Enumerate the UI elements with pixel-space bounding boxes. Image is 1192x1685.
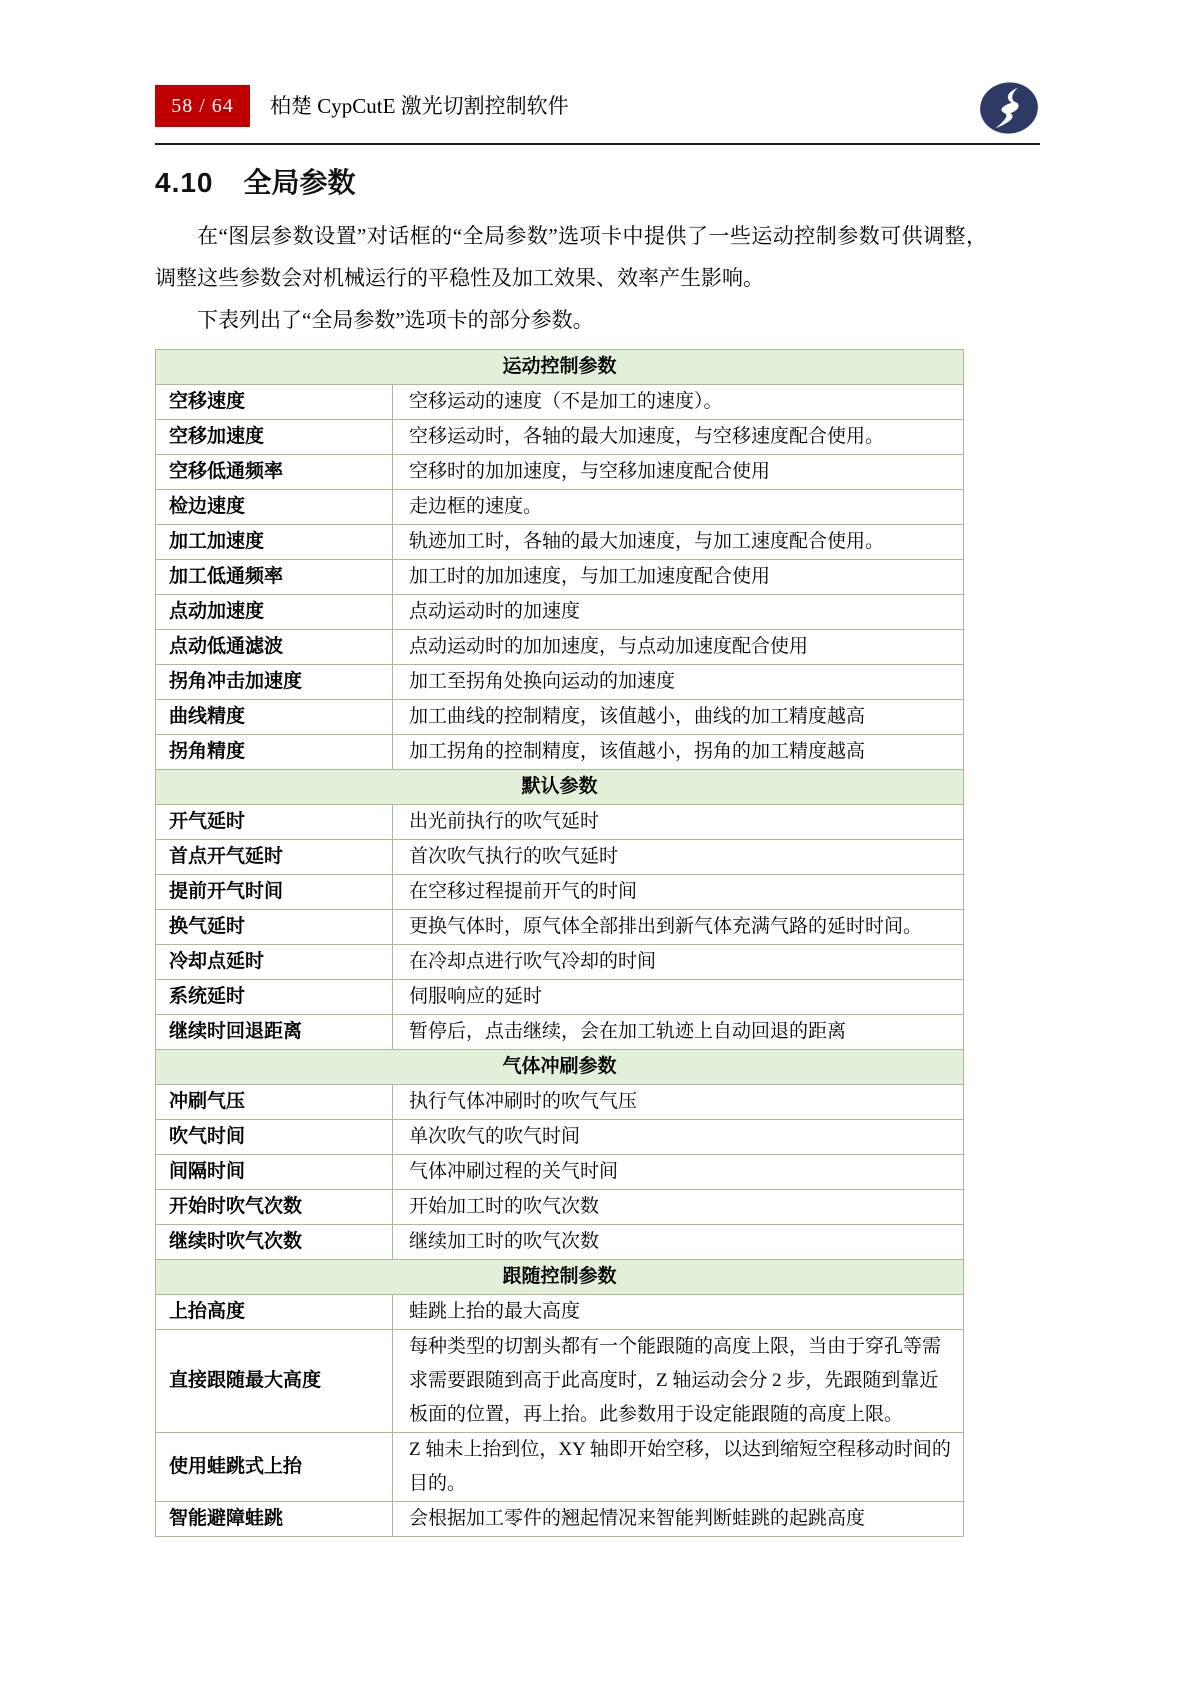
param-name-cell: 加工低通频率 xyxy=(156,560,393,595)
param-desc-cell: 轨迹加工时，各轴的最大加速度，与加工速度配合使用。 xyxy=(393,525,964,560)
param-name-cell: 提前开气时间 xyxy=(156,875,393,910)
param-name-cell: 空移低通频率 xyxy=(156,455,393,490)
section-heading xyxy=(155,161,1040,201)
table-row xyxy=(156,805,964,840)
param-desc-cell: 加工拐角的控制精度，该值越小，拐角的加工精度越高 xyxy=(393,735,964,770)
param-desc-cell: 会根据加工零件的翘起情况来智能判断蛙跳的起跳高度 xyxy=(393,1502,964,1537)
param-desc-cell: 暂停后，点击继续，会在加工轨迹上自动回退的距离 xyxy=(393,1015,964,1050)
page-header xyxy=(155,85,1040,145)
intro-paragraph: 下表列出了“全局参数”选项卡的部分参数。 xyxy=(197,308,594,332)
param-name-cell: 空移速度 xyxy=(156,385,393,420)
parameters-table xyxy=(155,349,964,1537)
table-row xyxy=(156,1502,964,1537)
table-row xyxy=(156,980,964,1015)
table-row xyxy=(156,630,964,665)
page-number: 58 / 64 xyxy=(171,94,234,117)
param-desc-cell: 伺服响应的延时 xyxy=(393,980,964,1015)
table-row xyxy=(156,595,964,630)
param-name-cell: 首点开气延时 xyxy=(156,840,393,875)
param-desc-cell: 首次吹气执行的吹气延时 xyxy=(393,840,964,875)
param-name-cell: 开气延时 xyxy=(156,805,393,840)
table-row xyxy=(156,1155,964,1190)
param-desc-cell: 空移运动时，各轴的最大加速度，与空移速度配合使用。 xyxy=(393,420,964,455)
param-desc-cell: 空移运动的速度（不是加工的速度）。 xyxy=(393,385,964,420)
param-name-cell: 点动低通滤波 xyxy=(156,630,393,665)
table-row xyxy=(156,840,964,875)
table-row xyxy=(156,455,964,490)
company-logo-icon xyxy=(978,81,1040,140)
param-name-cell: 拐角冲击加速度 xyxy=(156,665,393,700)
table-row xyxy=(156,910,964,945)
param-name-cell: 间隔时间 xyxy=(156,1155,393,1190)
param-name-cell: 继续时回退距离 xyxy=(156,1015,393,1050)
table-row xyxy=(156,420,964,455)
param-name-cell: 开始时吹气次数 xyxy=(156,1190,393,1225)
table-section-title: 跟随控制参数 xyxy=(156,1260,964,1295)
table-row xyxy=(156,700,964,735)
table-section-row xyxy=(156,1260,964,1295)
param-desc-cell: 点动运动时的加速度 xyxy=(393,595,964,630)
param-desc-cell: 加工至拐角处换向运动的加速度 xyxy=(393,665,964,700)
page-number-badge xyxy=(155,85,250,127)
param-desc-cell: 在空移过程提前开气的时间 xyxy=(393,875,964,910)
table-section-title: 默认参数 xyxy=(156,770,964,805)
table-section-row xyxy=(156,1050,964,1085)
param-desc-cell: 更换气体时，原气体全部排出到新气体充满气路的延时时间。 xyxy=(393,910,964,945)
param-desc-cell: 继续加工时的吹气次数 xyxy=(393,1225,964,1260)
table-row xyxy=(156,1190,964,1225)
table-row xyxy=(156,525,964,560)
param-desc-cell: 点动运动时的加加速度，与点动加速度配合使用 xyxy=(393,630,964,665)
param-name-cell: 直接跟随最大高度 xyxy=(156,1330,393,1433)
table-row xyxy=(156,1433,964,1502)
param-name-cell: 换气延时 xyxy=(156,910,393,945)
param-name-cell: 上抬高度 xyxy=(156,1295,393,1330)
intro-paragraph: 在“图层参数设置”对话框的“全局参数”选项卡中提供了一些运动控制参数可供调整，调整这些参数会对机械运行的平稳性及加工效果、效率产生影响。 xyxy=(155,224,987,290)
param-desc-cell: 蛙跳上抬的最大高度 xyxy=(393,1295,964,1330)
table-row xyxy=(156,665,964,700)
param-desc-cell: 走边框的速度。 xyxy=(393,490,964,525)
table-row xyxy=(156,1120,964,1155)
table-section-row xyxy=(156,350,964,385)
section-title: 全局参数 xyxy=(243,167,356,198)
table-row xyxy=(156,735,964,770)
table-row xyxy=(156,1330,964,1433)
param-desc-cell: Z 轴未上抬到位，XY 轴即开始空移，以达到缩短空程移动时间的目的。 xyxy=(393,1433,964,1502)
param-name-cell: 曲线精度 xyxy=(156,700,393,735)
param-desc-cell: 气体冲刷过程的关气时间 xyxy=(393,1155,964,1190)
document-title: 柏楚 CypCutE 激光切割控制软件 xyxy=(270,94,569,118)
param-name-cell: 吹气时间 xyxy=(156,1120,393,1155)
table-section-title: 运动控制参数 xyxy=(156,350,964,385)
table-row xyxy=(156,560,964,595)
param-name-cell: 智能避障蛙跳 xyxy=(156,1502,393,1537)
param-desc-cell: 加工曲线的控制精度，该值越小，曲线的加工精度越高 xyxy=(393,700,964,735)
section-number: 4.10 xyxy=(155,167,214,198)
param-name-cell: 拐角精度 xyxy=(156,735,393,770)
param-name-cell: 点动加速度 xyxy=(156,595,393,630)
param-desc-cell: 空移时的加加速度，与空移加速度配合使用 xyxy=(393,455,964,490)
param-name-cell: 检边速度 xyxy=(156,490,393,525)
param-name-cell: 空移加速度 xyxy=(156,420,393,455)
param-desc-cell: 执行气体冲刷时的吹气气压 xyxy=(393,1085,964,1120)
table-section-row xyxy=(156,770,964,805)
table-row xyxy=(156,1015,964,1050)
table-row xyxy=(156,490,964,525)
param-desc-cell: 在冷却点进行吹气冷却的时间 xyxy=(393,945,964,980)
intro-text xyxy=(155,215,987,341)
param-name-cell: 冷却点延时 xyxy=(156,945,393,980)
param-desc-cell: 每种类型的切割头都有一个能跟随的高度上限，当由于穿孔等需求需要跟随到高于此高度时，Z 轴运动会分 2 步，先跟随到靠近板面的位置，再上抬。此参数用于设定能跟随的高度上限。 xyxy=(393,1330,964,1433)
param-name-cell: 系统延时 xyxy=(156,980,393,1015)
table-row xyxy=(156,1225,964,1260)
table-row xyxy=(156,1295,964,1330)
table-row xyxy=(156,1085,964,1120)
param-name-cell: 加工加速度 xyxy=(156,525,393,560)
param-desc-cell: 出光前执行的吹气延时 xyxy=(393,805,964,840)
table-row xyxy=(156,385,964,420)
param-name-cell: 继续时吹气次数 xyxy=(156,1225,393,1260)
param-desc-cell: 加工时的加加速度，与加工加速度配合使用 xyxy=(393,560,964,595)
param-desc-cell: 开始加工时的吹气次数 xyxy=(393,1190,964,1225)
param-name-cell: 冲刷气压 xyxy=(156,1085,393,1120)
table-section-title: 气体冲刷参数 xyxy=(156,1050,964,1085)
table-row xyxy=(156,945,964,980)
param-desc-cell: 单次吹气的吹气时间 xyxy=(393,1120,964,1155)
table-row xyxy=(156,875,964,910)
param-name-cell: 使用蛙跳式上抬 xyxy=(156,1433,393,1502)
